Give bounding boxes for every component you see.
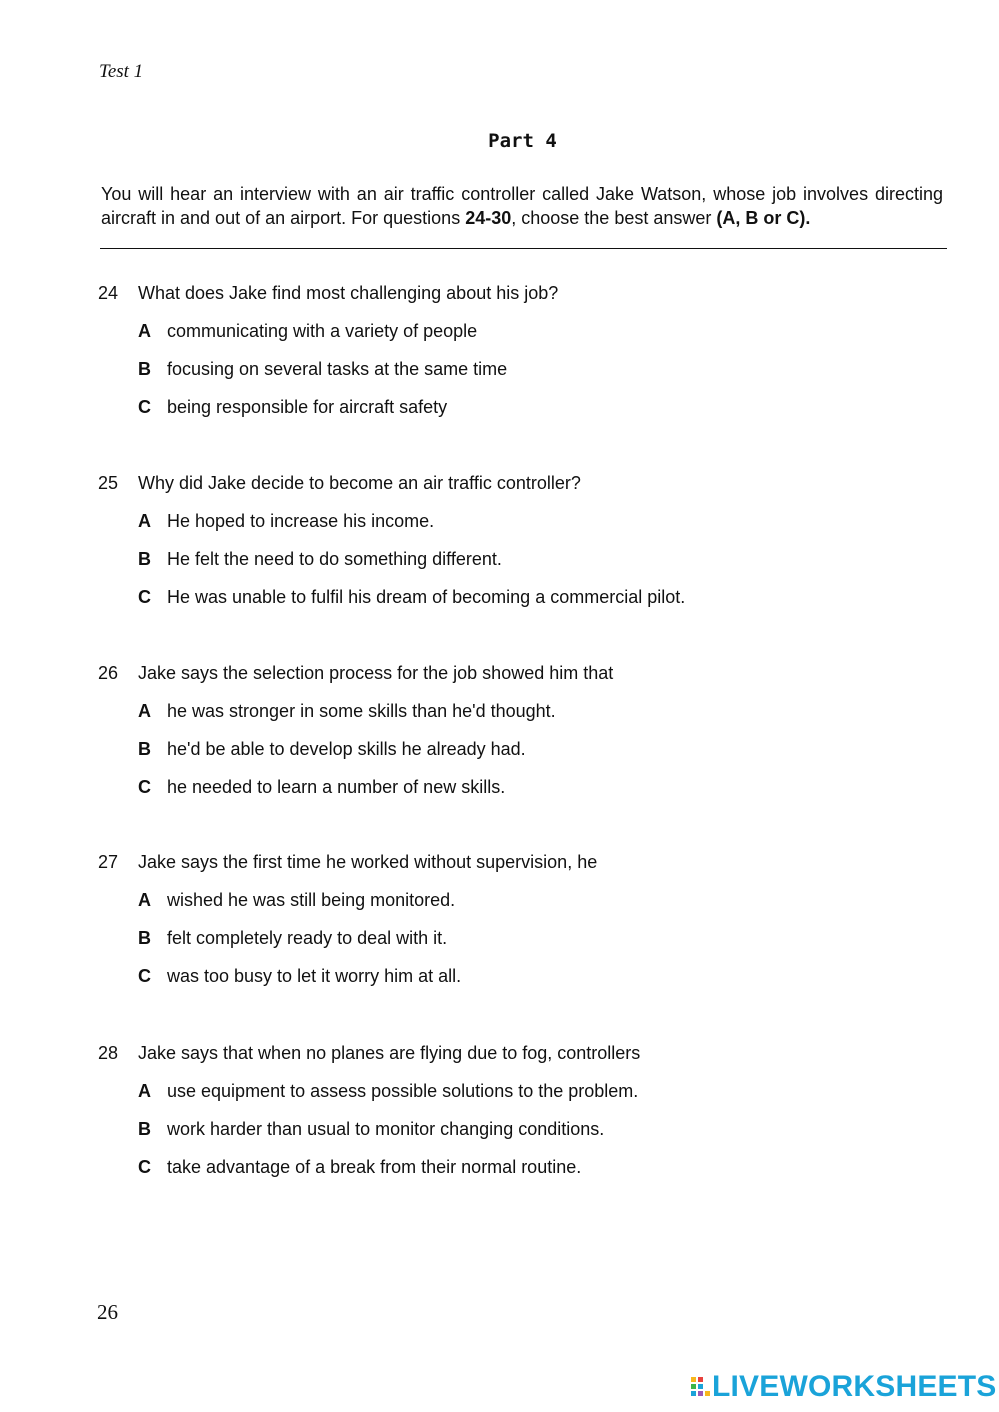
question-26 [0, 661, 999, 799]
question-stem: Jake says the selection process for the job showed him that [138, 663, 614, 683]
option-a[interactable] [0, 1065, 999, 1103]
question-number: 28 [98, 1043, 119, 1063]
divider [100, 248, 947, 249]
option-letter: C [138, 966, 151, 986]
question-25 [0, 471, 999, 609]
liveworksheets-logo-icon [690, 1376, 712, 1398]
option-c[interactable] [0, 761, 999, 799]
question-number: 26 [98, 663, 119, 683]
option-a[interactable] [0, 874, 999, 912]
question-number: 27 [98, 852, 119, 872]
option-letter: B [138, 359, 151, 379]
page-number: 26 [97, 1300, 118, 1324]
option-text: He hoped to increase his income. [167, 511, 435, 531]
option-text: being responsible for aircraft safety [167, 397, 448, 417]
option-b[interactable] [0, 343, 999, 381]
instructions-text-2: , choose the best answer [511, 208, 717, 228]
option-letter: C [138, 777, 151, 797]
question-28 [0, 1041, 999, 1179]
option-letter: A [138, 321, 151, 341]
option-text: he'd be able to develop skills he already had. [167, 739, 526, 759]
option-letter: A [138, 890, 151, 910]
option-text: take advantage of a break from their normal routine. [167, 1157, 582, 1177]
option-c[interactable] [0, 1141, 999, 1179]
question-stem: Jake says that when no planes are flying due to fog, controllers [138, 1043, 641, 1063]
option-letter: B [138, 1119, 151, 1139]
option-text: communicating with a variety of people [167, 321, 478, 341]
running-head: Test 1 [99, 61, 144, 82]
option-c[interactable] [0, 381, 999, 419]
option-letter: B [138, 549, 151, 569]
option-letter: C [138, 587, 151, 607]
option-text: he needed to learn a number of new skills. [167, 777, 506, 797]
option-b[interactable] [0, 1103, 999, 1141]
option-text: wished he was still being monitored. [167, 890, 456, 910]
part-title: Part 4 [488, 130, 557, 152]
instructions-text: You will hear an interview with an air traffic controller called Jake Watson, whose job involves directing aircraft in and out of an airport. For questions [101, 184, 943, 228]
question-number: 25 [98, 473, 119, 493]
option-letter: A [138, 511, 151, 531]
option-a[interactable] [0, 495, 999, 533]
question-number: 24 [98, 283, 119, 303]
brand-name: LIVEWORKSHEETS [712, 1370, 997, 1403]
option-letter: B [138, 739, 151, 759]
option-c[interactable] [0, 571, 999, 609]
answer-choices: (A, B or C). [716, 208, 811, 228]
option-b[interactable] [0, 912, 999, 950]
option-a[interactable] [0, 305, 999, 343]
question-24 [0, 281, 999, 419]
option-text: He felt the need to do something different. [167, 549, 502, 569]
question-27 [0, 850, 999, 988]
option-text: use equipment to assess possible solutions to the problem. [167, 1081, 639, 1101]
option-b[interactable] [0, 533, 999, 571]
question-stem: What does Jake find most challenging about his job? [138, 283, 559, 303]
option-text: felt completely ready to deal with it. [167, 928, 448, 948]
option-letter: A [138, 1081, 151, 1101]
option-c[interactable] [0, 950, 999, 988]
question-stem: Why did Jake decide to become an air traffic controller? [138, 473, 581, 493]
instructions [101, 182, 943, 230]
option-letter: C [138, 397, 151, 417]
option-text: focusing on several tasks at the same time [167, 359, 508, 379]
option-a[interactable] [0, 685, 999, 723]
option-letter: B [138, 928, 151, 948]
question-range: 24-30 [465, 208, 512, 228]
option-text: work harder than usual to monitor changing conditions. [167, 1119, 605, 1139]
option-letter: A [138, 701, 151, 721]
option-text: he was stronger in some skills than he'd thought. [167, 701, 556, 721]
option-letter: C [138, 1157, 151, 1177]
option-text: was too busy to let it worry him at all. [167, 966, 462, 986]
option-text: He was unable to fulfil his dream of becoming a commercial pilot. [167, 587, 686, 607]
option-b[interactable] [0, 723, 999, 761]
question-stem: Jake says the first time he worked without supervision, he [138, 852, 598, 872]
